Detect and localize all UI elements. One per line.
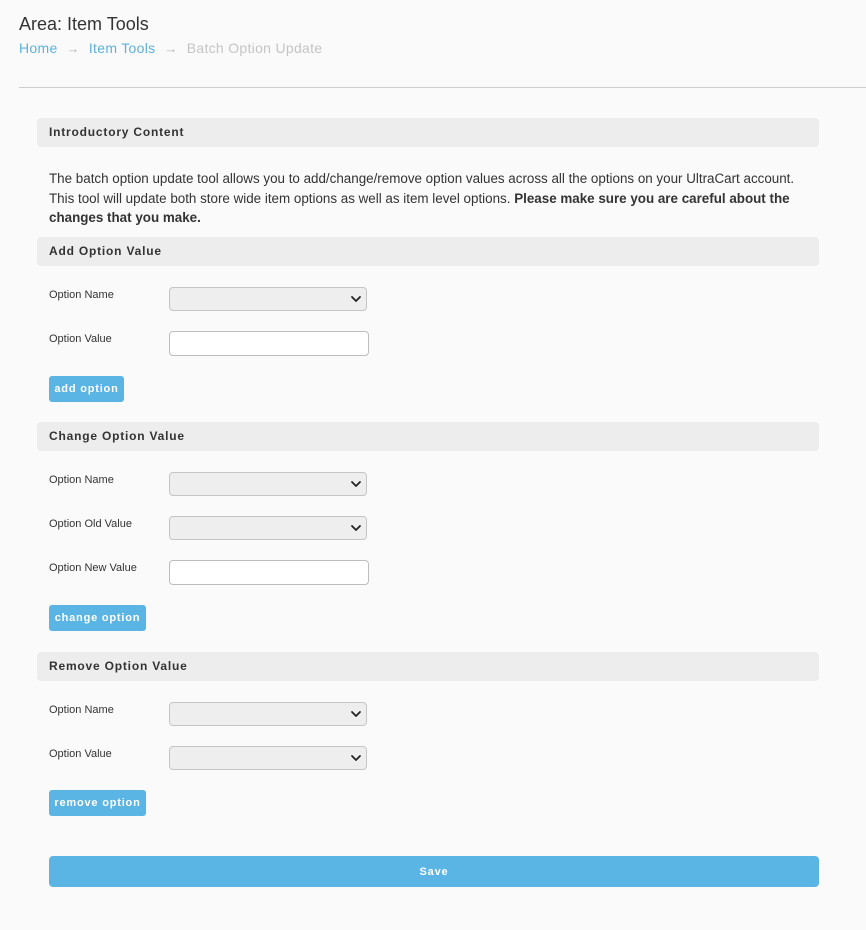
add-option-name-select[interactable] bbox=[169, 287, 367, 311]
breadcrumb bbox=[19, 40, 322, 56]
remove-option-section-header: Remove Option Value bbox=[37, 652, 819, 681]
area-title: Area: Item Tools bbox=[19, 14, 149, 34]
header-divider bbox=[19, 87, 866, 88]
intro-text-plain: The batch option update tool allows you to add/change/remove option values across all the options on your UltraCart account. This tool will update both store wide item options as well as item level options. bbox=[49, 171, 795, 206]
arrow-right-icon: → bbox=[164, 40, 178, 56]
change-option-new-value-label: Option New Value bbox=[49, 562, 137, 574]
change-option-section-header: Change Option Value bbox=[37, 422, 819, 451]
change-option-name-select[interactable] bbox=[169, 472, 367, 496]
change-option-new-value-input[interactable] bbox=[169, 560, 369, 585]
add-option-button[interactable]: add option bbox=[49, 376, 124, 402]
remove-option-value-label: Option Value bbox=[49, 748, 112, 760]
add-option-section-header: Add Option Value bbox=[37, 237, 819, 266]
remove-option-name-select[interactable] bbox=[169, 702, 367, 726]
add-option-value-input[interactable] bbox=[169, 331, 369, 356]
intro-text bbox=[49, 169, 819, 228]
remove-option-value-select[interactable] bbox=[169, 746, 367, 770]
breadcrumb-item-tools-link[interactable]: Item Tools bbox=[88, 40, 156, 56]
change-option-button[interactable]: change option bbox=[49, 605, 146, 631]
save-button[interactable]: Save bbox=[49, 856, 819, 887]
intro-text-warning: Please make sure you are careful about the changes that you make. bbox=[49, 190, 790, 225]
chevron-down-icon bbox=[350, 751, 362, 765]
chevron-down-icon bbox=[350, 521, 362, 535]
chevron-down-icon bbox=[350, 292, 362, 306]
add-option-value-label: Option Value bbox=[49, 333, 112, 345]
remove-option-name-label: Option Name bbox=[49, 704, 114, 716]
change-option-old-value-select[interactable] bbox=[169, 516, 367, 540]
change-option-old-value-label: Option Old Value bbox=[49, 518, 132, 530]
intro-section-header: Introductory Content bbox=[37, 118, 819, 147]
remove-option-button[interactable]: remove option bbox=[49, 790, 146, 816]
chevron-down-icon bbox=[350, 707, 362, 721]
breadcrumb-home-link[interactable]: Home bbox=[19, 40, 58, 56]
change-option-name-label: Option Name bbox=[49, 474, 114, 486]
arrow-right-icon: → bbox=[66, 40, 80, 56]
breadcrumb-current: Batch Option Update bbox=[186, 40, 323, 56]
add-option-name-label: Option Name bbox=[49, 289, 114, 301]
chevron-down-icon bbox=[350, 477, 362, 491]
